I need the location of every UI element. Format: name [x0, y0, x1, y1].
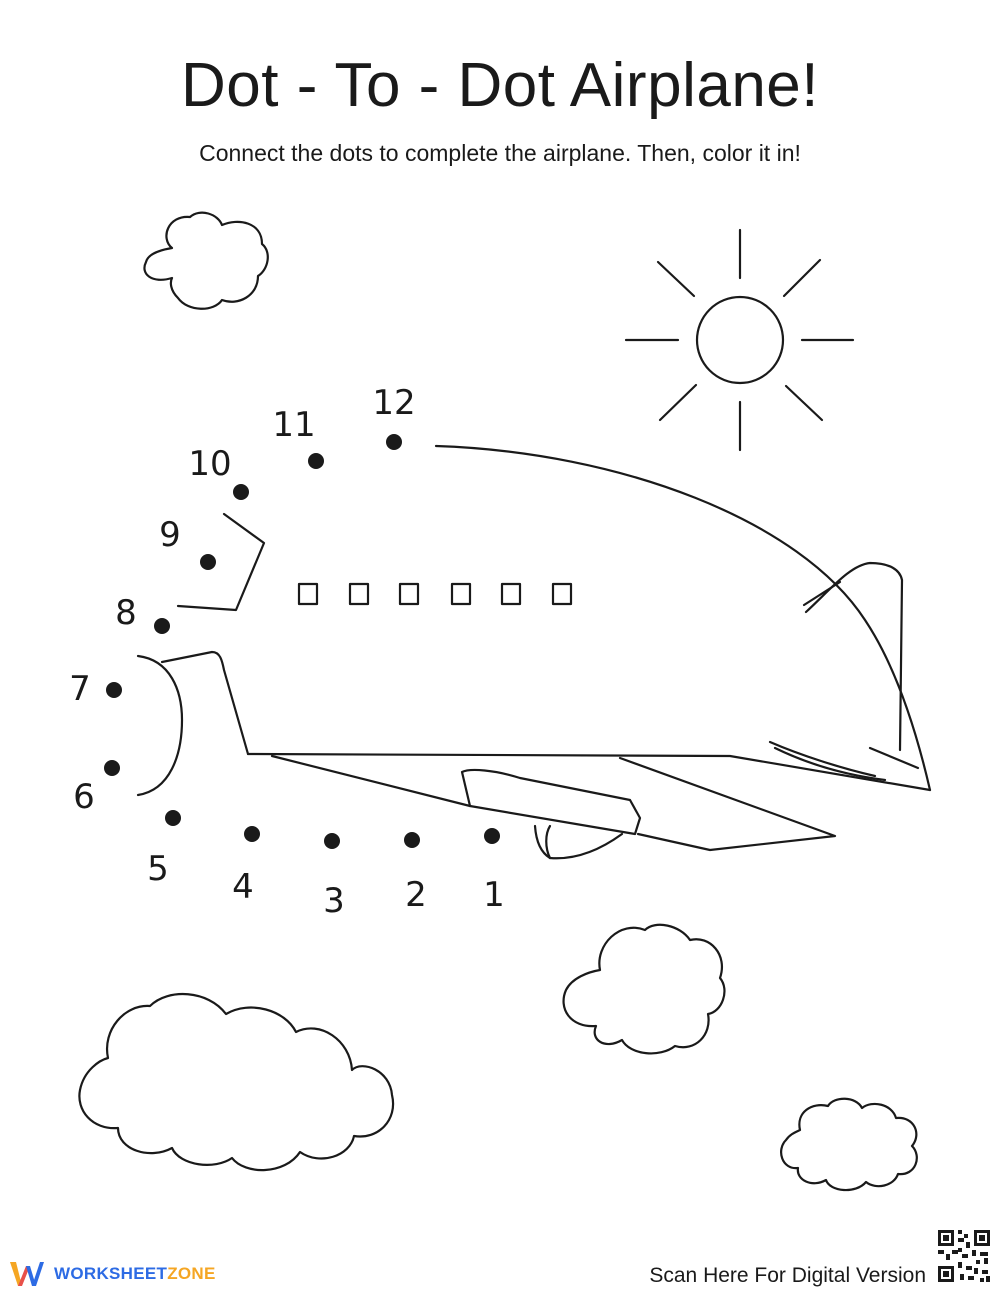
dot-label: 12: [372, 383, 416, 423]
dot-label: 3: [323, 881, 345, 921]
dot-7[interactable]: [69, 669, 122, 709]
cloud-icon: [564, 925, 725, 1054]
dot-11[interactable]: [272, 405, 324, 469]
dot-label: 1: [483, 875, 505, 915]
qr-code[interactable]: [936, 1228, 992, 1284]
airplane-outline: [138, 446, 930, 858]
dot-5[interactable]: [147, 810, 181, 889]
dot-label: 2: [405, 875, 427, 915]
dot-label: 4: [232, 867, 254, 907]
cloud-icon: [781, 1099, 917, 1190]
cloud-icon: [79, 994, 393, 1170]
dot-label: 5: [147, 849, 169, 889]
brand-name-part2: ZONE: [167, 1264, 216, 1283]
worksheetzone-logo-icon: [8, 1258, 46, 1290]
dot-10[interactable]: [188, 444, 249, 500]
dot-6[interactable]: [73, 760, 120, 817]
dot-label: 10: [188, 444, 232, 484]
dot-8[interactable]: [115, 593, 170, 634]
dot-4[interactable]: [232, 826, 260, 907]
sun-icon: [626, 230, 853, 450]
dot-9[interactable]: [159, 515, 216, 570]
cloud-icon: [144, 213, 267, 309]
dot-3[interactable]: [323, 833, 345, 921]
dot-12[interactable]: [372, 383, 415, 450]
dot-label: 6: [73, 777, 95, 817]
dot-label: 7: [69, 669, 91, 709]
dot-1[interactable]: [483, 828, 505, 915]
brand-name-part1: WORKSHEET: [54, 1264, 168, 1283]
instructions: Connect the dots to complete the airplane. Then, color it in!: [199, 140, 801, 166]
dot-label: 8: [115, 593, 137, 633]
worksheetzone-logo[interactable]: [8, 1258, 216, 1290]
dot-2[interactable]: [404, 832, 427, 915]
page-title: Dot - To - Dot Airplane!: [180, 51, 820, 120]
scan-caption: Scan Here For Digital Version: [649, 1264, 926, 1287]
dot-label: 11: [272, 405, 316, 445]
dot-label: 9: [159, 515, 181, 555]
